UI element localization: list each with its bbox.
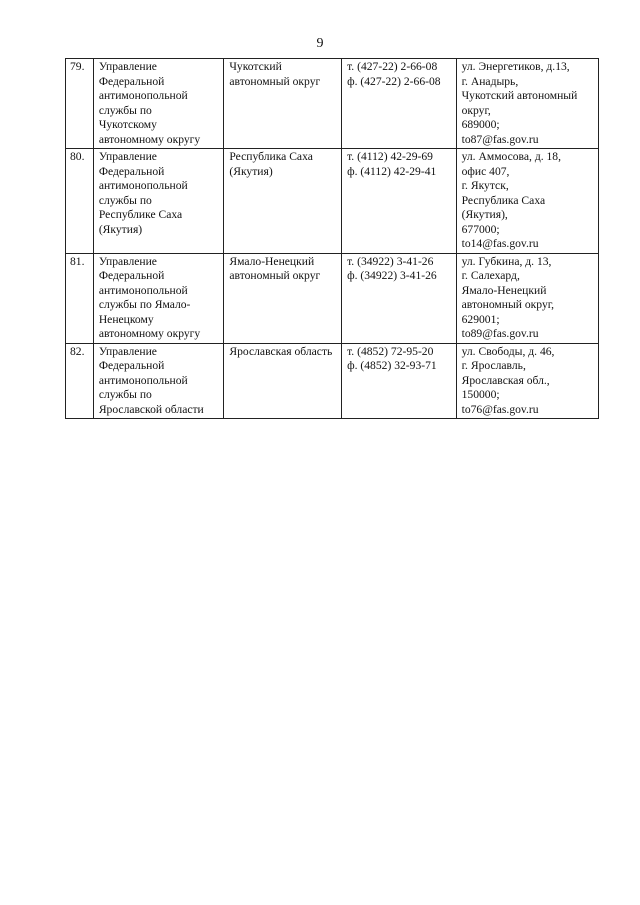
address-email-cell — [456, 59, 598, 149]
address-email-line: Ярославская обл., — [461, 373, 550, 387]
phone-fax-cell — [342, 59, 457, 149]
organization-name-cell — [93, 59, 224, 149]
phone-fax-line: ф. (427-22) 2-66-08 — [347, 74, 441, 88]
organization-name-cell — [93, 149, 224, 254]
address-email-line: Ямало-Ненецкий — [461, 283, 547, 297]
table-body — [66, 59, 599, 419]
address-email-line: to76@fas.gov.ru — [461, 402, 539, 416]
phone-fax-line: ф. (34922) 3-41-26 — [347, 269, 437, 282]
organization-name-line: Чукотскому — [98, 118, 157, 131]
organization-name-line: автономному округу — [98, 132, 201, 146]
organization-name-cell — [93, 343, 224, 419]
organization-name-line: Федеральной — [98, 269, 165, 282]
address-email-line: округ, — [461, 103, 491, 117]
address-email-line: 689000; — [461, 118, 500, 131]
region-name-line: автономный округ — [229, 74, 321, 88]
organization-name-cell — [93, 253, 224, 343]
organization-name-line: службы по — [98, 388, 152, 401]
address-email-line: г. Ярославль, — [461, 359, 526, 372]
phone-fax-line: т. (34922) 3-41-26 — [347, 254, 434, 268]
row-number: 80. — [70, 150, 85, 163]
phone-fax-line: т. (4852) 72-95-20 — [347, 344, 434, 358]
organization-name-line: службы по Ямало- — [98, 298, 191, 311]
row-number-cell — [66, 343, 94, 419]
address-email-cell — [456, 149, 598, 254]
phone-fax-line: ф. (4112) 42-29-41 — [347, 164, 437, 178]
address-email-line: 629001; — [461, 312, 500, 326]
address-email-line: 677000; — [461, 222, 500, 236]
region-name-line: Чукотский — [229, 60, 282, 73]
organization-name-line: Управление — [98, 150, 157, 163]
address-email-line: ул. Свободы, д. 46, — [461, 344, 555, 358]
address-email-line: г. Анадырь, — [461, 74, 519, 88]
row-number-cell — [66, 253, 94, 343]
organization-name-line: Федеральной — [98, 359, 165, 372]
table-row — [66, 253, 599, 343]
organization-name-line: антимонопольной — [98, 373, 188, 387]
row-number: 82. — [70, 344, 85, 358]
phone-fax-line: ф. (4852) 32-93-71 — [347, 359, 437, 372]
organization-name-line: Федеральной — [98, 74, 165, 88]
address-email-cell — [456, 343, 598, 419]
table-row — [66, 343, 599, 419]
phone-fax-cell — [342, 253, 457, 343]
organization-name-line: Республике Саха — [98, 208, 183, 221]
address-email-line: ул. Аммосова, д. 18, — [461, 150, 562, 163]
phone-fax-line: т. (427-22) 2-66-08 — [347, 60, 438, 73]
organization-name-line: службы по — [98, 193, 152, 207]
fas-offices-table — [65, 58, 599, 419]
region-name-line: (Якутия) — [229, 164, 273, 178]
organization-name-line: Управление — [98, 344, 157, 358]
organization-name-line: (Якутия) — [98, 222, 143, 236]
region-name-cell — [224, 253, 342, 343]
organization-name-line: автономному округу — [98, 327, 201, 340]
address-email-line: автономный округ, — [461, 298, 555, 311]
address-email-line: г. Салехард, — [461, 269, 520, 282]
organization-name-line: Ярославской области — [98, 402, 204, 416]
row-number-cell — [66, 149, 94, 254]
address-email-line: Чукотский автономный — [461, 89, 578, 102]
phone-fax-cell — [342, 343, 457, 419]
region-name-line: Ярославская область — [229, 344, 333, 358]
organization-name-line: службы по — [98, 103, 152, 117]
region-name-line: Ямало-Ненецкий — [229, 254, 315, 268]
phone-fax-cell — [342, 149, 457, 254]
row-number: 81. — [70, 254, 85, 268]
organization-name-line: антимонопольной — [98, 179, 188, 192]
organization-name-line: Управление — [98, 254, 157, 268]
address-email-line: to14@fas.gov.ru — [461, 237, 539, 250]
region-name-cell — [224, 59, 342, 149]
region-name-cell — [224, 343, 342, 419]
organization-name-line: антимонопольной — [98, 283, 188, 297]
address-email-line: Республика Саха — [461, 193, 546, 207]
address-email-line: (Якутия), — [461, 208, 508, 221]
phone-fax-line: т. (4112) 42-29-69 — [347, 150, 433, 163]
organization-name-line: Ненецкому — [98, 312, 154, 326]
row-number: 79. — [70, 60, 85, 73]
page-number: 9 — [316, 36, 324, 51]
region-name-line: Республика Саха — [229, 150, 313, 163]
address-email-line: ул. Губкина, д. 13, — [461, 254, 552, 268]
address-email-line: to89@fas.gov.ru — [461, 327, 539, 340]
address-email-line: г. Якутск, — [461, 179, 509, 192]
region-name-line: автономный округ — [229, 269, 321, 282]
table-row — [66, 149, 599, 254]
organization-name-line: антимонопольной — [98, 89, 188, 102]
organization-name-line: Федеральной — [98, 164, 165, 178]
region-name-cell — [224, 149, 342, 254]
row-number-cell — [66, 59, 94, 149]
address-email-line: офис 407, — [461, 164, 510, 178]
address-email-line: to87@fas.gov.ru — [461, 132, 539, 146]
address-email-cell — [456, 253, 598, 343]
address-email-line: ул. Энергетиков, д.13, — [461, 60, 570, 73]
address-email-line: 150000; — [461, 388, 500, 401]
table-row — [66, 59, 599, 149]
organization-name-line: Управление — [98, 60, 157, 73]
